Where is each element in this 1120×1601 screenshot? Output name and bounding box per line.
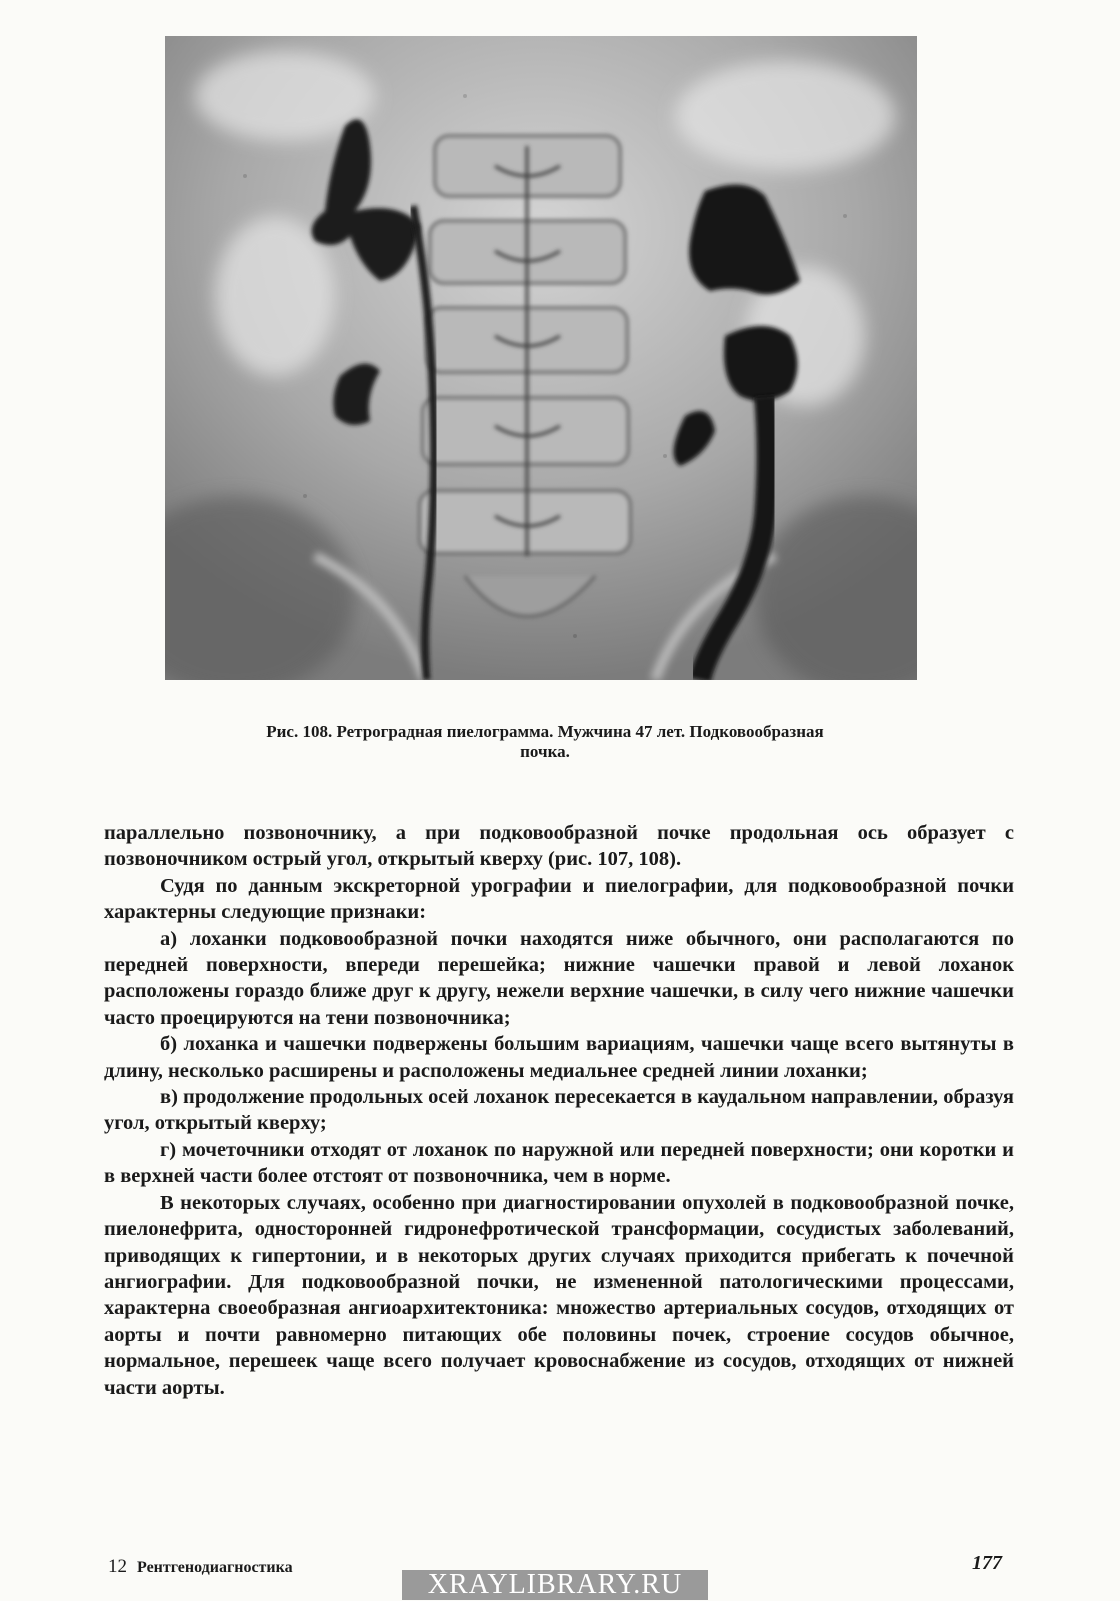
list-item: в) продолжение продольных осей лоханок пересекается в каудальном направлении, образуя угол, открытый кверху; bbox=[104, 1086, 1014, 1135]
list-item: б) лоханка и чашечки подвержены большим вариациям, чашечки чаще всего вытянуты в длину, несколько расширены и расположены медиальнее средней линии лоханки; bbox=[104, 1033, 1014, 1082]
paragraph: Судя по данным экскреторной урографии и пиелографии, для подковообразной почки характерны следующие признаки: bbox=[104, 874, 1014, 924]
page-number: 177 bbox=[972, 1552, 1002, 1574]
watermark: XRAYLIBRARY.RU bbox=[402, 1570, 708, 1600]
caption-line-2: почка. bbox=[520, 742, 570, 761]
section-title: Рентгенодиагностика bbox=[137, 1559, 293, 1576]
xray-illustration bbox=[165, 36, 917, 680]
footer-section bbox=[108, 1556, 293, 1578]
paragraph: параллельно позвоночнику, а при подковообразной почке продольная ось образует с позвоночником острый угол, открытый кверху (рис. 107, 108). bbox=[104, 822, 1014, 871]
list-item: а) лоханки подковообразной почки находятся ниже обычного, они располагаются по передней поверхности, впереди перешейка; нижние чашечки правой и левой лоханок расположены гораздо ближе друг к другу, нежели верхние чашечки, в силу чего нижние чашечки часто проецируются на тени позвоночника; bbox=[104, 927, 1014, 1029]
figure-caption bbox=[150, 722, 940, 762]
list-item: г) мочеточники отходят от лоханок по наружной или передней поверхности; они коротки и в верхней части более отстоят от позвоночника, чем в норме. bbox=[104, 1138, 1014, 1188]
caption-line-1: Рис. 108. Ретроградная пиелограмма. Мужчина 47 лет. Подковообразная bbox=[266, 722, 824, 741]
pyelogram-image bbox=[165, 36, 917, 680]
body-text bbox=[104, 820, 1014, 1401]
paragraph: В некоторых случаях, особенно при диагностировании опухолей в подковообразной почке, пиелонефрита, односторонней гидронефротической трансформации, сосудистых заболеваний, приводящих к гипертонии, и в некоторых других случаях приходится прибегать к почечной ангиографии. Для подковообразной почки, не измененной патологическими процессами, характерна своеобразная ангиоархитектоника: множество артериальных сосудов, отходящих от аорты и почти равномерно питающих обе половины почек, строение сосудов обычное, нормальное, перешеек чаще всего получает кровоснабжение из сосудов, отходящих от нижней части аорты. bbox=[104, 1191, 1014, 1399]
section-number: 12 bbox=[108, 1556, 127, 1577]
